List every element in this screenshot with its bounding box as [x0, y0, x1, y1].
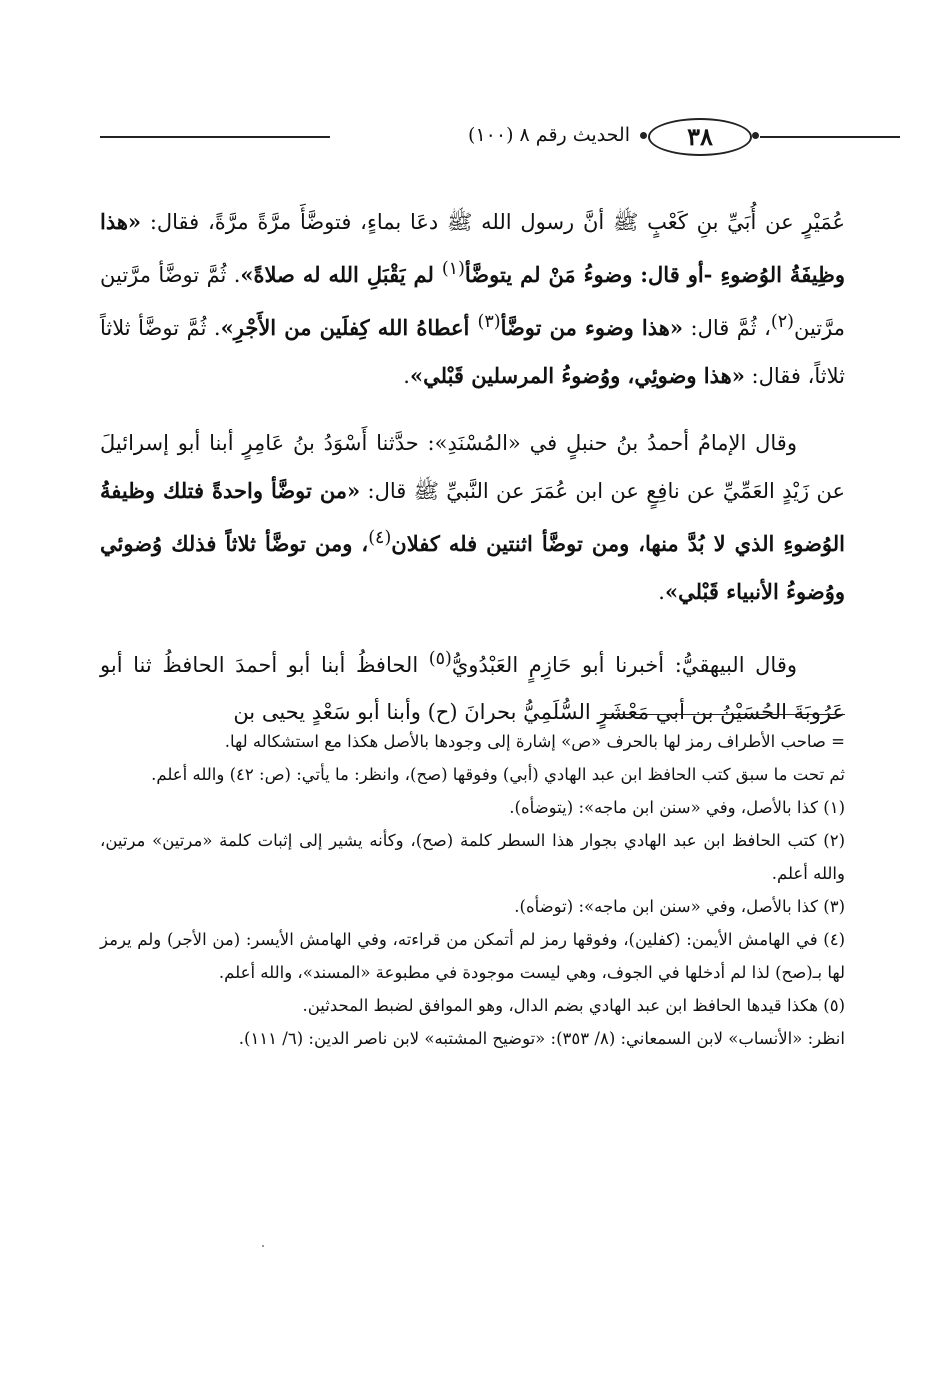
footnote-4: (٤) في الهامش الأيمن: (كفلين)، وفوقها رمز لم أتمكن من قراءته، وفي الهامش الأيسر: (من الأجر) ولم يرمز لها بـ(صح) لذا لم أدخلها في الجوف، وهي ليست موجودة في مطبوعة «المسند»، والله أعلم.	[100, 930, 845, 982]
footnote-ref[interactable]: (٣)	[477, 312, 501, 332]
footnote-5: (٥) هكذا قيدها الحافظ ابن عبد الهادي بضم الدال، وهو الموافق لضبط المحدثين.	[302, 996, 845, 1015]
text-run: .	[658, 580, 665, 604]
header-dot-left	[640, 132, 647, 139]
scan-speck	[262, 1245, 264, 1247]
text-run: .	[403, 364, 410, 388]
page-number: ٣٨	[648, 118, 752, 156]
hadith-quote: ، ومن توضَّأ ثلاثاً فذلك وُضوئي ووُضوءُ الأنبياء قَبْلي»	[100, 531, 845, 604]
text-run: وقال البيهقيُّ: أخبرنا أبو حَازِمٍ العَبْدُويُّ	[451, 653, 797, 677]
footnote-continuation: ثم تحت ما سبق كتب الحافظ ابن عبد الهادي (أبي) وفوقها (صح)، وانظر: ما يأتي: (ص: ٤٢) والله أعلم.	[151, 765, 845, 784]
footnote-1: (١) كذا بالأصل، وفي «سنن ابن ماجه»: (يتوضأه).	[509, 798, 845, 817]
text-run: الحافظُ أبنا أبو أحمدَ الحافظُ ثنا أبو عَرُوبَةَ الحُسَيْنُ بن أبي مَعْشَرٍ السُّلَمِيُّ بحرانَ (ح) وأبنا أبو سَعْدٍ يحيى بن	[100, 653, 845, 724]
footnote-ref[interactable]: (٥)	[428, 649, 452, 669]
hadith-quote: لم يَقْبَلِ الله له صلاةً»	[240, 262, 442, 287]
hadith-quote: أعطاهُ الله كِفلَين من الأَجْرِ»	[220, 315, 478, 340]
running-header-title: الحديث رقم ٨ (١٠٠)	[468, 124, 630, 146]
text-run: . ثُمَّ توضَّأ مرَّتين مرَّتين	[100, 263, 845, 340]
footnote-5-continuation: انظر: «الأنساب» لابن السمعاني: (٨/ ٣٥٣): «توضيح المشتبه» لابن ناصر الدين: (٦/ ١١١).	[238, 1029, 845, 1048]
footnotes	[100, 725, 845, 1055]
text-run: وقال الإمامُ أحمدُ بنُ حنبلٍ في «المُسْنَدِ»: حدَّثنا أَسْوَدُ بنُ عَامِرٍ أبنا أبو إسرائيلَ عن زَيْدٍ العَمِّيِّ عن نافِعٍ عن ابن عُمَرَ عن النَّبيِّ ﷺ قال:	[100, 431, 846, 503]
footnote-ref[interactable]: (١)	[441, 259, 465, 279]
paragraph-1	[100, 198, 845, 400]
footnote-2: (٢) كتب الحافظ ابن عبد الهادي بجوار هذا السطر كلمة (صح)، وكأنه يشير إلى إثبات كلمة «مرتين» مرتين، والله أعلم.	[100, 831, 845, 883]
hadith-quote: «هذا وظِيفَةُ الوُضوءِ -أو قال: وضوءُ مَنْ لم يتوضَّأ	[100, 209, 846, 287]
footnote-3: (٣) كذا بالأصل، وفي «سنن ابن ماجه»: (توضأه).	[514, 897, 845, 916]
hadith-quote: «هذا وضوء من توضَّأ	[500, 315, 683, 340]
footnote-ref[interactable]: (٤)	[368, 528, 392, 548]
paragraph-3	[100, 636, 845, 736]
main-text	[100, 198, 845, 756]
text-run: . ثُمَّ توضَّأ ثلاثاً ثلاثاً، فقال:	[100, 316, 845, 388]
paragraph-2	[100, 420, 845, 616]
footnote-ref[interactable]: (٢)	[770, 312, 794, 332]
footnote-continuation: = صاحب الأطراف رمز لها بالحرف «ص» إشارة إلى وجودها بالأصل هكذا مع استشكاله لها.	[224, 732, 845, 751]
text-run: ، ثُمَّ قال:	[682, 316, 771, 340]
header-rule-left	[100, 136, 330, 138]
hadith-quote: «من توضَّأ واحدةً فتلك وظيفةُ الوُضوءِ الذي لا بُدَّ منها، ومن توضَّأ اثنتين فله كفلان	[100, 478, 845, 556]
header-dot-right	[752, 132, 759, 139]
header-rule-right	[760, 136, 900, 138]
hadith-quote: «هذا وضوئِي، ووُضوءُ المرسلين قَبْلي»	[409, 363, 745, 388]
footnote-separator	[600, 714, 845, 715]
text-run: عُمَيْرٍ عن أُبَيِّ بنِ كَعْبٍ ﷺ أنَّ رسول الله ﷺ دعَا بماءٍ، فتوضَّأَ مرَّةً مرَّةً، فقال:	[141, 210, 845, 234]
